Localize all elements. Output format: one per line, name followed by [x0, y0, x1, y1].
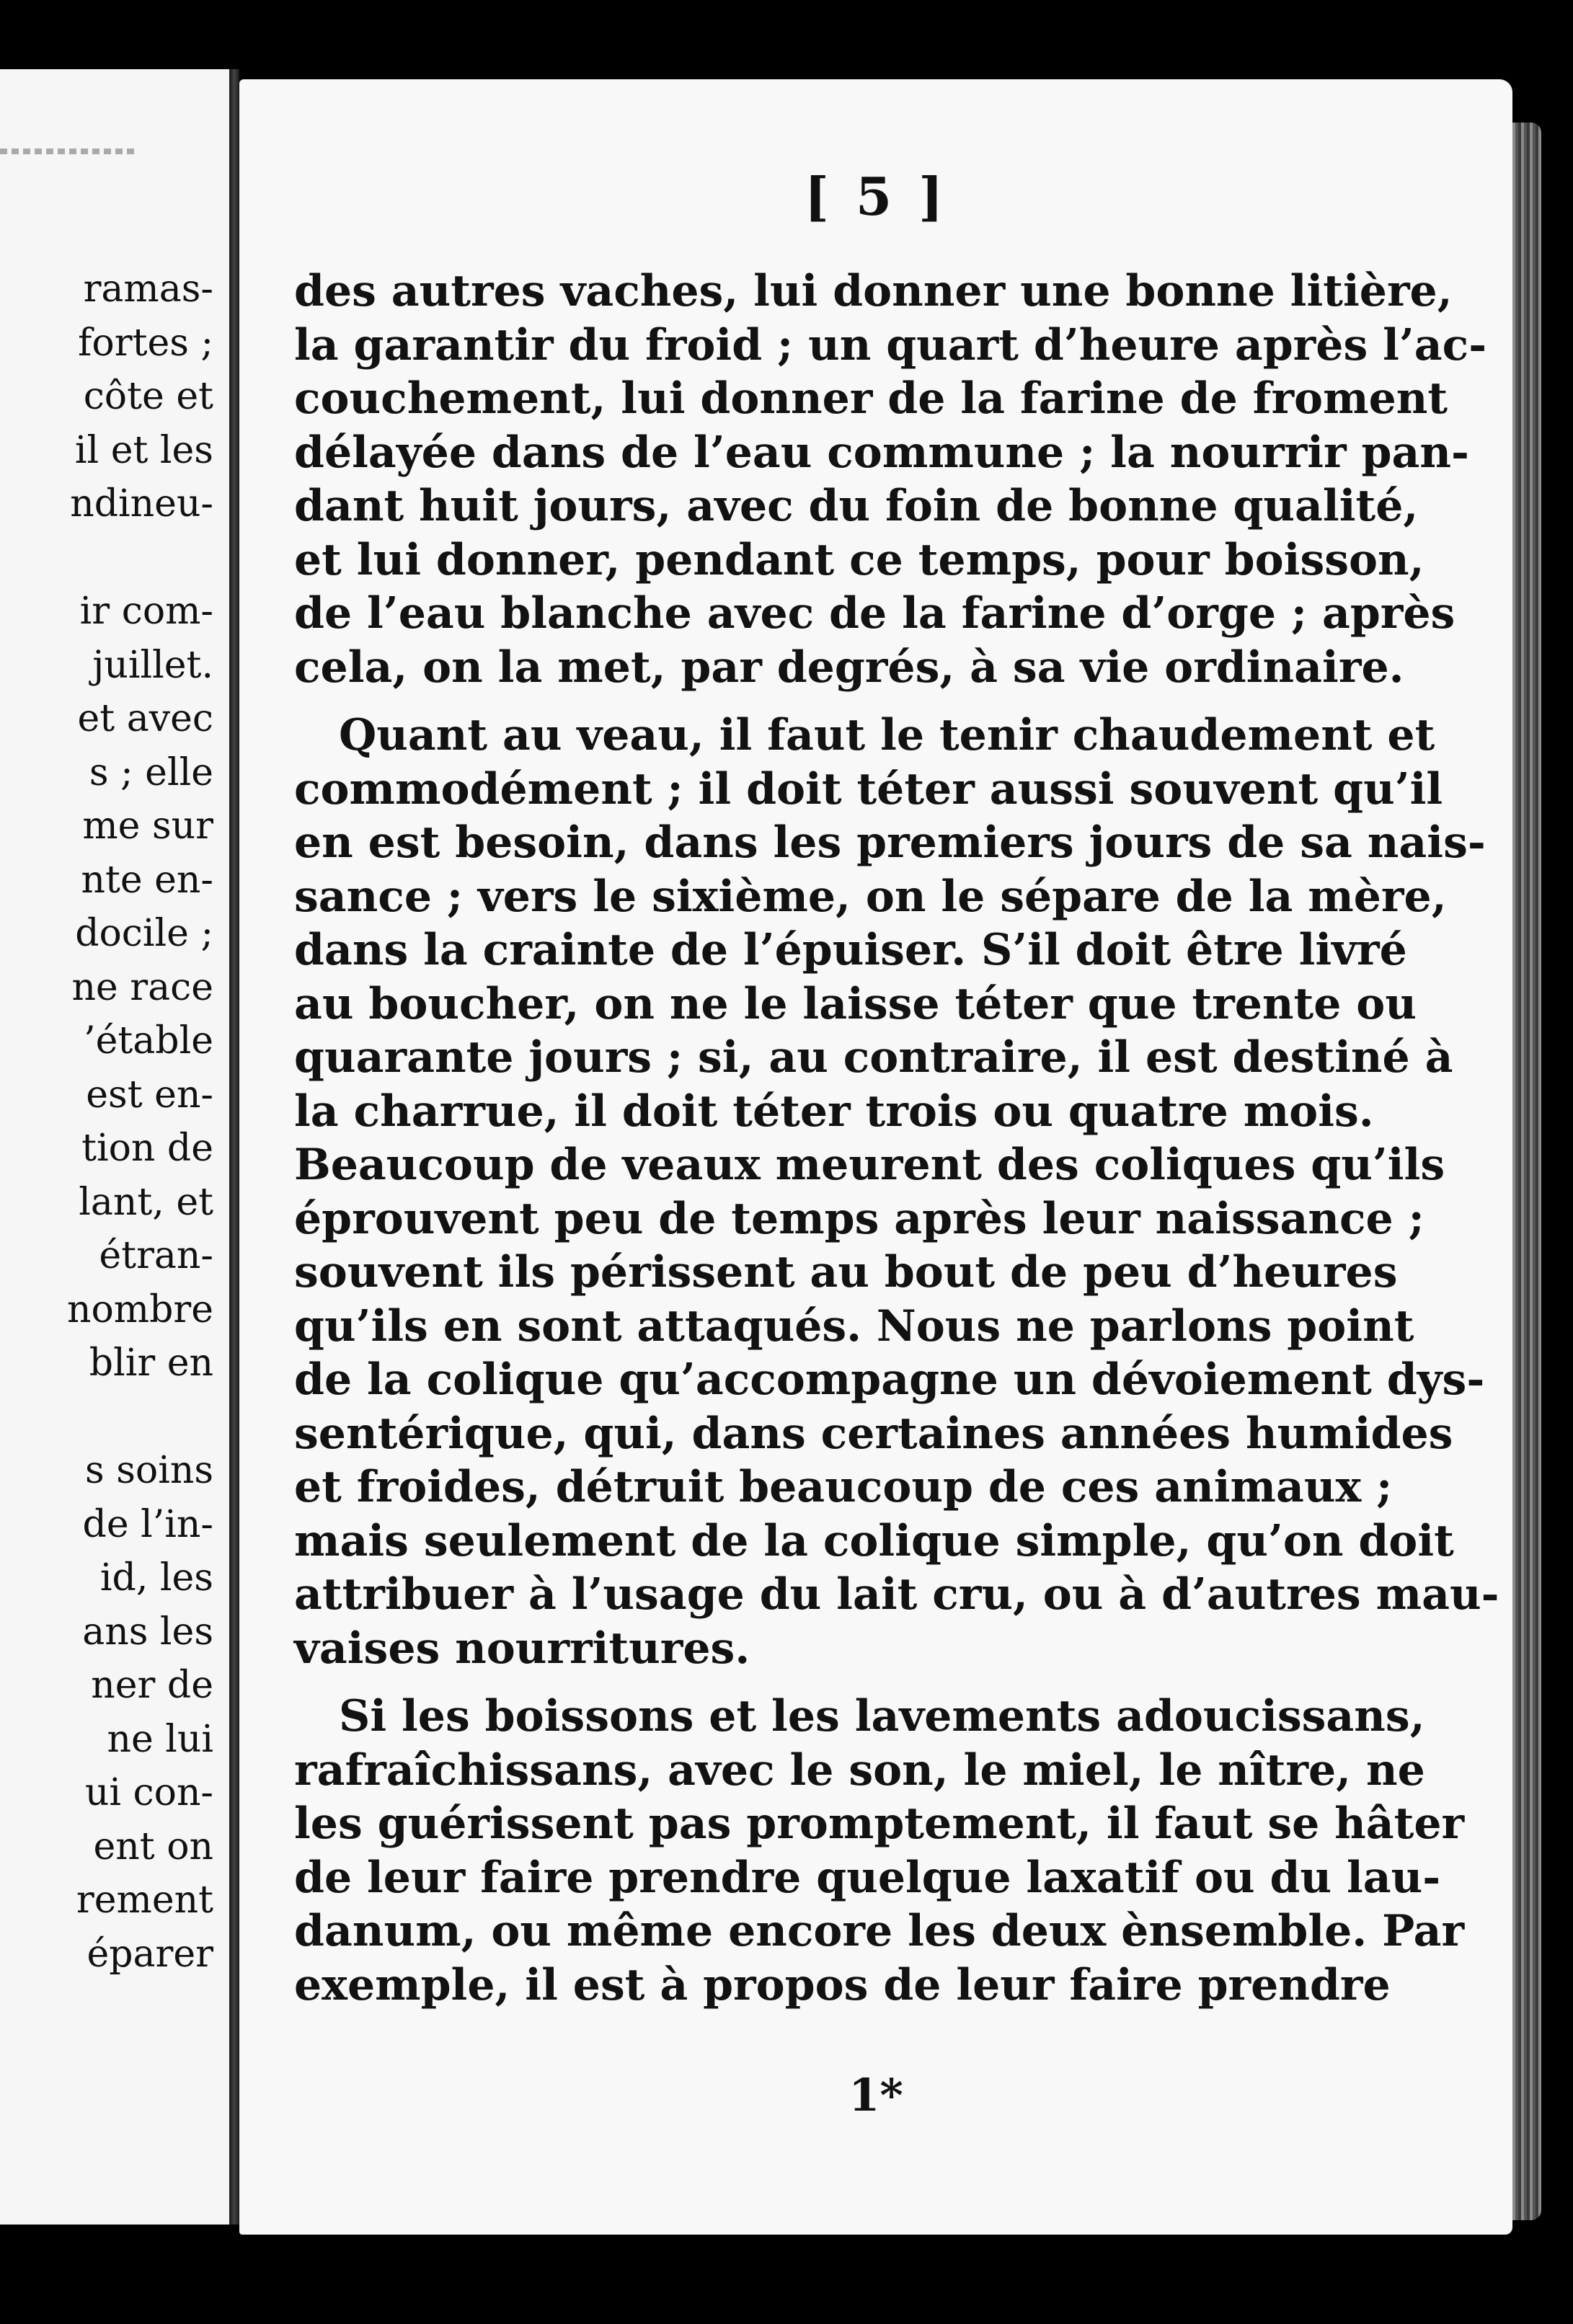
left-page-line: ramas-: [83, 267, 213, 311]
text-line: de l’eau blanche avec de la farine d’orge ; après: [294, 588, 1455, 639]
left-page-line: me sur: [82, 804, 213, 848]
left-page-line: s ; elle: [89, 750, 213, 794]
text-line: Quant au veau, il faut le tenir chaudement et: [339, 710, 1435, 760]
left-page-line: tion de: [81, 1127, 213, 1170]
signature-mark: 1*: [848, 2069, 903, 2121]
left-page-line: est en-: [86, 1073, 213, 1117]
text-line: la garantir du froid ; un quart d’heure après l’ac-: [294, 319, 1487, 371]
left-page-line: ans les: [82, 1610, 213, 1654]
text-line: quarante jours ; si, au contraire, il est destiné à: [294, 1032, 1453, 1083]
paragraph-gap: [294, 1675, 1325, 1690]
text-line: couchement, lui donner de la farine de froment: [294, 373, 1448, 424]
text-line: Si les boissons et les lavements adoucissans,: [339, 1691, 1425, 1742]
text-line: la charrue, il doit téter trois ou quatre mois.: [294, 1086, 1374, 1137]
left-page-line: s soins: [84, 1449, 213, 1492]
left-page-line: étran-: [99, 1234, 213, 1277]
text-line: qu’ils en sont attaqués. Nous ne parlons point: [294, 1300, 1414, 1352]
left-page-line: [67, 1391, 213, 1445]
text-line: danum, ou même encore les deux ènsemble. Par: [294, 1906, 1465, 1956]
text-line: les guérissent pas promptement, il faut se hâter: [294, 1799, 1465, 1849]
left-page-text: [67, 262, 213, 1981]
text-line: en est besoin, dans les premiers jours de sa nais-: [294, 817, 1486, 868]
left-page-line: ent on: [93, 1824, 213, 1868]
left-page-line: ner de: [91, 1664, 213, 1707]
ornamental-rule: [0, 148, 137, 154]
text-line: de leur faire prendre quelque laxatif ou du lau-: [294, 1852, 1441, 1903]
text-line: des autres vaches, lui donner une bonne litière,: [294, 266, 1453, 316]
left-page-line: rement: [76, 1879, 213, 1922]
paragraph-gap: [294, 694, 1325, 709]
left-page-line: ir com-: [79, 590, 213, 633]
page-number: [ 5 ]: [804, 166, 948, 227]
text-line: commodément ; il doit téter aussi souvent qu’il: [294, 763, 1443, 815]
body-text: [294, 265, 1499, 2012]
left-page-line: nte en-: [81, 858, 213, 902]
left-page-line: il et les: [74, 428, 213, 472]
left-page-line: lant, et: [79, 1180, 213, 1224]
text-line: dant huit jours, avec du foin de bonne qualité,: [294, 481, 1419, 531]
text-line: sance ; vers le sixième, on le sépare de la mère,: [294, 871, 1447, 922]
left-page-line: côte et: [83, 375, 213, 418]
left-page-line: juillet.: [92, 643, 213, 687]
right-page: [239, 79, 1512, 2235]
text-line: rafraîchissans, avec le son, le miel, le nître, ne: [294, 1744, 1425, 1796]
text-line: et lui donner, pendant ce temps, pour boisson,: [294, 534, 1424, 585]
left-page-line: ui con-: [84, 1771, 213, 1814]
left-page-line: fortes ;: [78, 321, 213, 365]
text-line: sentérique, qui, dans certaines années humides: [294, 1408, 1453, 1459]
text-line: dans la crainte de l’épuiser. S’il doit être livré: [294, 925, 1407, 975]
text-line: Beaucoup de veaux meurent des coliques qu’ils: [294, 1140, 1445, 1190]
left-page-line: et avec: [77, 697, 213, 740]
text-line: attribuer à l’usage du lait cru, ou à d’autres mau-: [294, 1569, 1499, 1620]
left-page-line: ’étable: [84, 1019, 213, 1063]
text-line: vaises nourritures.: [294, 1623, 750, 1674]
left-page-line: nombre: [66, 1287, 213, 1331]
left-page-line: docile ;: [75, 912, 213, 955]
text-line: au boucher, on ne le laisse téter que trente ou: [294, 978, 1417, 1029]
text-line: exemple, il est à propos de leur faire prendre: [294, 1959, 1391, 2010]
text-line: cela, on la met, par degrés, à sa vie ordinaire.: [294, 642, 1404, 693]
left-page-line: éparer: [87, 1932, 213, 1976]
text-line: mais seulement de la colique simple, qu’on doit: [294, 1515, 1454, 1566]
left-page: [0, 69, 232, 2225]
left-page-line: id, les: [99, 1556, 213, 1600]
text-line: délayée dans de l’eau commune ; la nourrir pan-: [294, 427, 1469, 478]
book-gutter: [229, 69, 239, 2225]
left-page-line: [67, 531, 213, 585]
text-line: et froides, détruit beaucoup de ces animaux ;: [294, 1462, 1393, 1512]
left-page-line: blir en: [89, 1341, 213, 1385]
left-page-line: ne lui: [107, 1717, 213, 1761]
text-line: éprouvent peu de temps après leur naissance ;: [294, 1193, 1424, 1244]
left-page-line: ndineu-: [70, 482, 213, 525]
text-line: de la colique qu’accompagne un dévoiement dys-: [294, 1354, 1485, 1405]
left-page-line: ne race: [71, 965, 213, 1009]
left-page-line: de l’in-: [82, 1502, 213, 1546]
text-line: souvent ils périssent au bout de peu d’heures: [294, 1247, 1398, 1298]
